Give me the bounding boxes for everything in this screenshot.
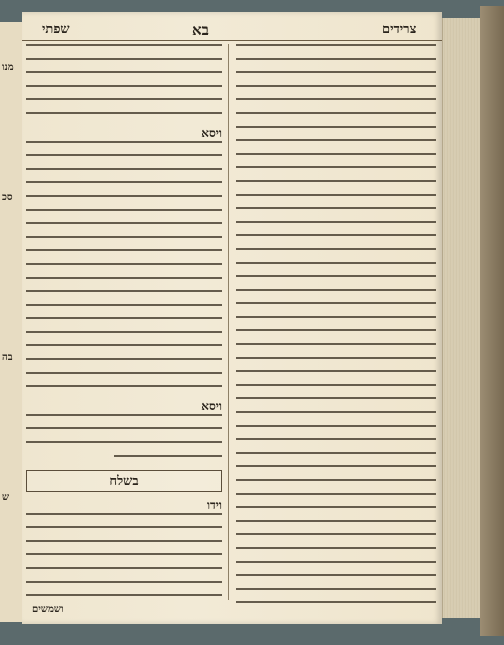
text-line (236, 479, 436, 490)
text-line (236, 126, 436, 137)
text-line (236, 506, 436, 517)
text-line (26, 331, 222, 342)
text-line (236, 85, 436, 96)
text-line (236, 329, 436, 340)
text-line (26, 263, 222, 274)
text-line (26, 154, 222, 165)
text-line (236, 601, 436, 604)
text-line (26, 71, 222, 82)
facing-page-fragment: מנו (2, 62, 14, 73)
text-line (236, 574, 436, 585)
text-line (236, 302, 436, 313)
facing-page-edge (0, 22, 24, 622)
text-line (236, 425, 436, 436)
text-line (236, 316, 436, 327)
text-line (26, 317, 222, 328)
text-line (114, 455, 222, 466)
facing-page-fragment: סכ (2, 192, 13, 203)
text-line (26, 372, 222, 383)
facing-page-fragment: בה (2, 352, 13, 363)
running-head (22, 20, 442, 41)
text-line (236, 44, 436, 55)
running-head-center: בא (192, 21, 209, 39)
text-line (26, 540, 222, 551)
text-line (26, 414, 222, 425)
text-line (236, 343, 436, 354)
text-line (26, 141, 222, 152)
text-line (26, 427, 222, 438)
text-line (236, 533, 436, 544)
text-line (236, 153, 436, 164)
text-line (236, 207, 436, 218)
column-divider (228, 44, 229, 600)
text-line (236, 438, 436, 449)
text-line (236, 58, 436, 69)
text-line (236, 357, 436, 368)
facing-page-fragment: ש (2, 492, 10, 503)
text-line (236, 588, 436, 599)
text-line (26, 385, 222, 396)
text-line (26, 209, 222, 220)
text-line (26, 58, 222, 69)
text-line (26, 290, 222, 301)
text-line (236, 520, 436, 531)
marginal-word: וידו (206, 497, 222, 512)
text-line (236, 547, 436, 558)
text-line (26, 249, 222, 260)
page-block-edge (442, 18, 481, 618)
text-column-left (26, 44, 222, 604)
text-line (236, 221, 436, 232)
text-line (26, 358, 222, 369)
text-line (236, 262, 436, 273)
text-line (236, 411, 436, 422)
text-line (26, 277, 222, 288)
catchword: ושמשים (32, 604, 64, 615)
text-line (236, 98, 436, 109)
text-line (26, 441, 222, 452)
text-line (26, 526, 222, 537)
section-heading: בשלח (109, 473, 139, 489)
text-line (26, 236, 222, 247)
text-line (236, 452, 436, 463)
book-spine (480, 6, 504, 636)
text-line (26, 181, 222, 192)
text-line (26, 567, 222, 578)
text-line (236, 275, 436, 286)
text-line (236, 194, 436, 205)
text-line (26, 304, 222, 315)
text-line (26, 581, 222, 592)
text-line (26, 98, 222, 109)
text-line (236, 370, 436, 381)
marginal-word: ויסא (201, 125, 222, 140)
text-line (236, 493, 436, 504)
text-line (26, 168, 222, 179)
text-line (236, 234, 436, 245)
text-line (26, 44, 222, 55)
text-line (26, 513, 222, 524)
text-line (236, 397, 436, 408)
running-head-right: צרידים (382, 22, 417, 37)
section-heading-box (26, 470, 222, 492)
text-line (26, 222, 222, 233)
text-line (26, 85, 222, 96)
running-head-left: שפתי (42, 22, 70, 37)
text-line (26, 195, 222, 206)
text-line (236, 112, 436, 123)
marginal-word: ויסא (201, 398, 222, 413)
text-line (236, 71, 436, 82)
text-line (26, 344, 222, 355)
text-column-right (236, 44, 436, 604)
text-line (26, 553, 222, 564)
text-line (236, 139, 436, 150)
text-line (236, 561, 436, 572)
text-line (236, 465, 436, 476)
text-line (236, 289, 436, 300)
text-line (236, 166, 436, 177)
book-page (22, 12, 442, 624)
text-line (236, 248, 436, 259)
text-line (236, 180, 436, 191)
text-line (26, 112, 222, 123)
text-line (26, 594, 222, 604)
text-line (236, 384, 436, 395)
